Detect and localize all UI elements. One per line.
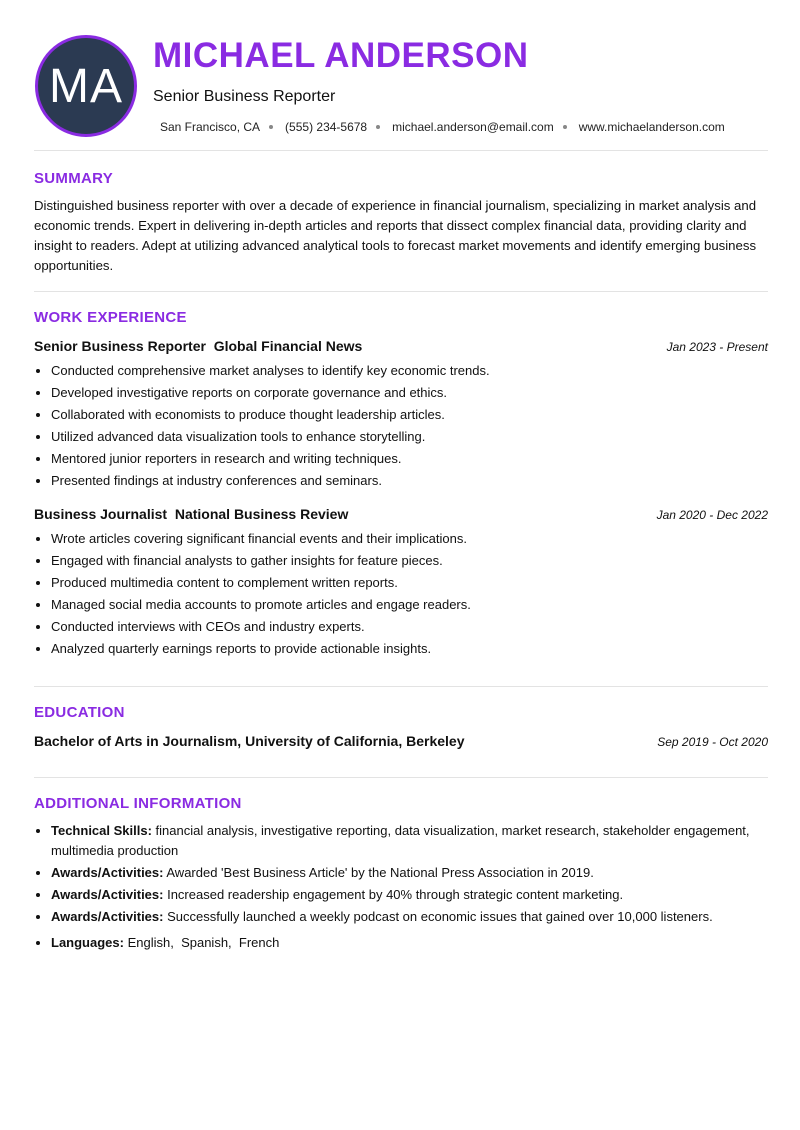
additional-list [34, 821, 768, 956]
list-item [51, 908, 768, 934]
education-dates: Sep 2019 - Oct 2020 [657, 735, 768, 749]
list-item [51, 934, 768, 956]
item-text: Increased readership engagement by 40% through strategic content marketing. [167, 887, 624, 902]
divider [34, 777, 768, 778]
contact-email[interactable]: michael.anderson@email.com [392, 120, 554, 134]
job-company: National Business Review [174, 506, 349, 522]
list-item: • Conducted interviews with CEOs and industry experts. [51, 618, 768, 640]
job-company: Global Financial News [213, 338, 363, 354]
item-label: Technical Skills: [51, 823, 152, 838]
item-label: Languages: [51, 935, 124, 950]
job-dates: Jan 2020 - Dec 2022 [656, 508, 768, 522]
divider [34, 291, 768, 292]
contact-phone: (555) 234-5678 [285, 120, 368, 134]
contact-website[interactable]: www.michaelanderson.com [578, 120, 725, 134]
contact-bar [160, 120, 725, 134]
candidate-name: MICHAEL ANDERSON [153, 36, 529, 75]
experience-heading: WORK EXPERIENCE [34, 309, 187, 326]
additional-heading: ADDITIONAL INFORMATION [34, 795, 242, 812]
avatar-initials: MA [49, 59, 123, 113]
job-role [34, 338, 362, 354]
avatar [35, 35, 137, 137]
list-item: • Produced multimedia content to complement written reports. [51, 574, 768, 596]
list-item: • Utilized advanced data visualization tools to enhance storytelling. [51, 428, 768, 450]
list-item: • Collaborated with economists to produce thought leadership articles. [51, 406, 768, 428]
job-header [34, 506, 768, 522]
list-item: • Managed social media accounts to promote articles and engage readers. [51, 596, 768, 618]
item-label: Awards/Activities: [51, 909, 164, 924]
job-title: Senior Business Reporter [153, 88, 336, 105]
list-item: • Engaged with financial analysts to gather insights for feature pieces. [51, 552, 768, 574]
summary-heading: SUMMARY [34, 170, 114, 187]
item-text: Successfully launched a weekly podcast on economic issues that gained over 10,000 listeners. [167, 909, 713, 924]
item-label: Awards/Activities: [51, 865, 164, 880]
divider [34, 150, 768, 151]
job-dates: Jan 2023 - Present [666, 340, 768, 354]
job-header [34, 338, 768, 354]
item-label: Awards/Activities: [51, 887, 164, 902]
list-item [51, 886, 768, 908]
job-role [34, 506, 348, 522]
list-item [51, 864, 768, 886]
item-text: Awarded 'Best Business Article' by the National Press Association in 2019. [166, 865, 594, 880]
job-role-title: Business Journalist [34, 506, 168, 522]
list-item: • Presented findings at industry conferences and seminars. [51, 472, 768, 494]
education-entry [34, 733, 768, 749]
list-item: • Conducted comprehensive market analyses to identify key economic trends. [51, 362, 768, 384]
contact-location: San Francisco, CA [160, 120, 261, 134]
divider [34, 686, 768, 687]
separator-dot-icon [376, 125, 380, 129]
list-item: • Mentored junior reporters in research and writing techniques. [51, 450, 768, 472]
job-role-title: Senior Business Reporter [34, 338, 206, 354]
summary-text: Distinguished business reporter with over a decade of experience in financial journalism, specializing in market analysis and economic trends. Expert in delivering in-depth articles and reports that dissect complex financial data, providing clarity and insight to readers. Adept at utilizing advanced analytical tools to forecast market movements and identify emerging business opportunities. [34, 198, 757, 273]
item-text: English, Spanish, French [127, 935, 280, 950]
list-item: • Analyzed quarterly earnings reports to provide actionable insights. [51, 640, 768, 662]
education-heading: EDUCATION [34, 704, 125, 721]
job-bullets [34, 362, 768, 494]
list-item: • Developed investigative reports on corporate governance and ethics. [51, 384, 768, 406]
education-degree: Bachelor of Arts in Journalism, University of California, Berkeley [34, 733, 465, 749]
list-item [51, 821, 768, 864]
job-bullets [34, 530, 768, 662]
separator-dot-icon [563, 125, 567, 129]
list-item: • Wrote articles covering significant financial events and their implications. [51, 530, 768, 552]
separator-dot-icon [269, 125, 273, 129]
item-text: financial analysis, investigative reporting, data visualization, market research, stakeholder engagement, multimedia production [51, 823, 750, 858]
